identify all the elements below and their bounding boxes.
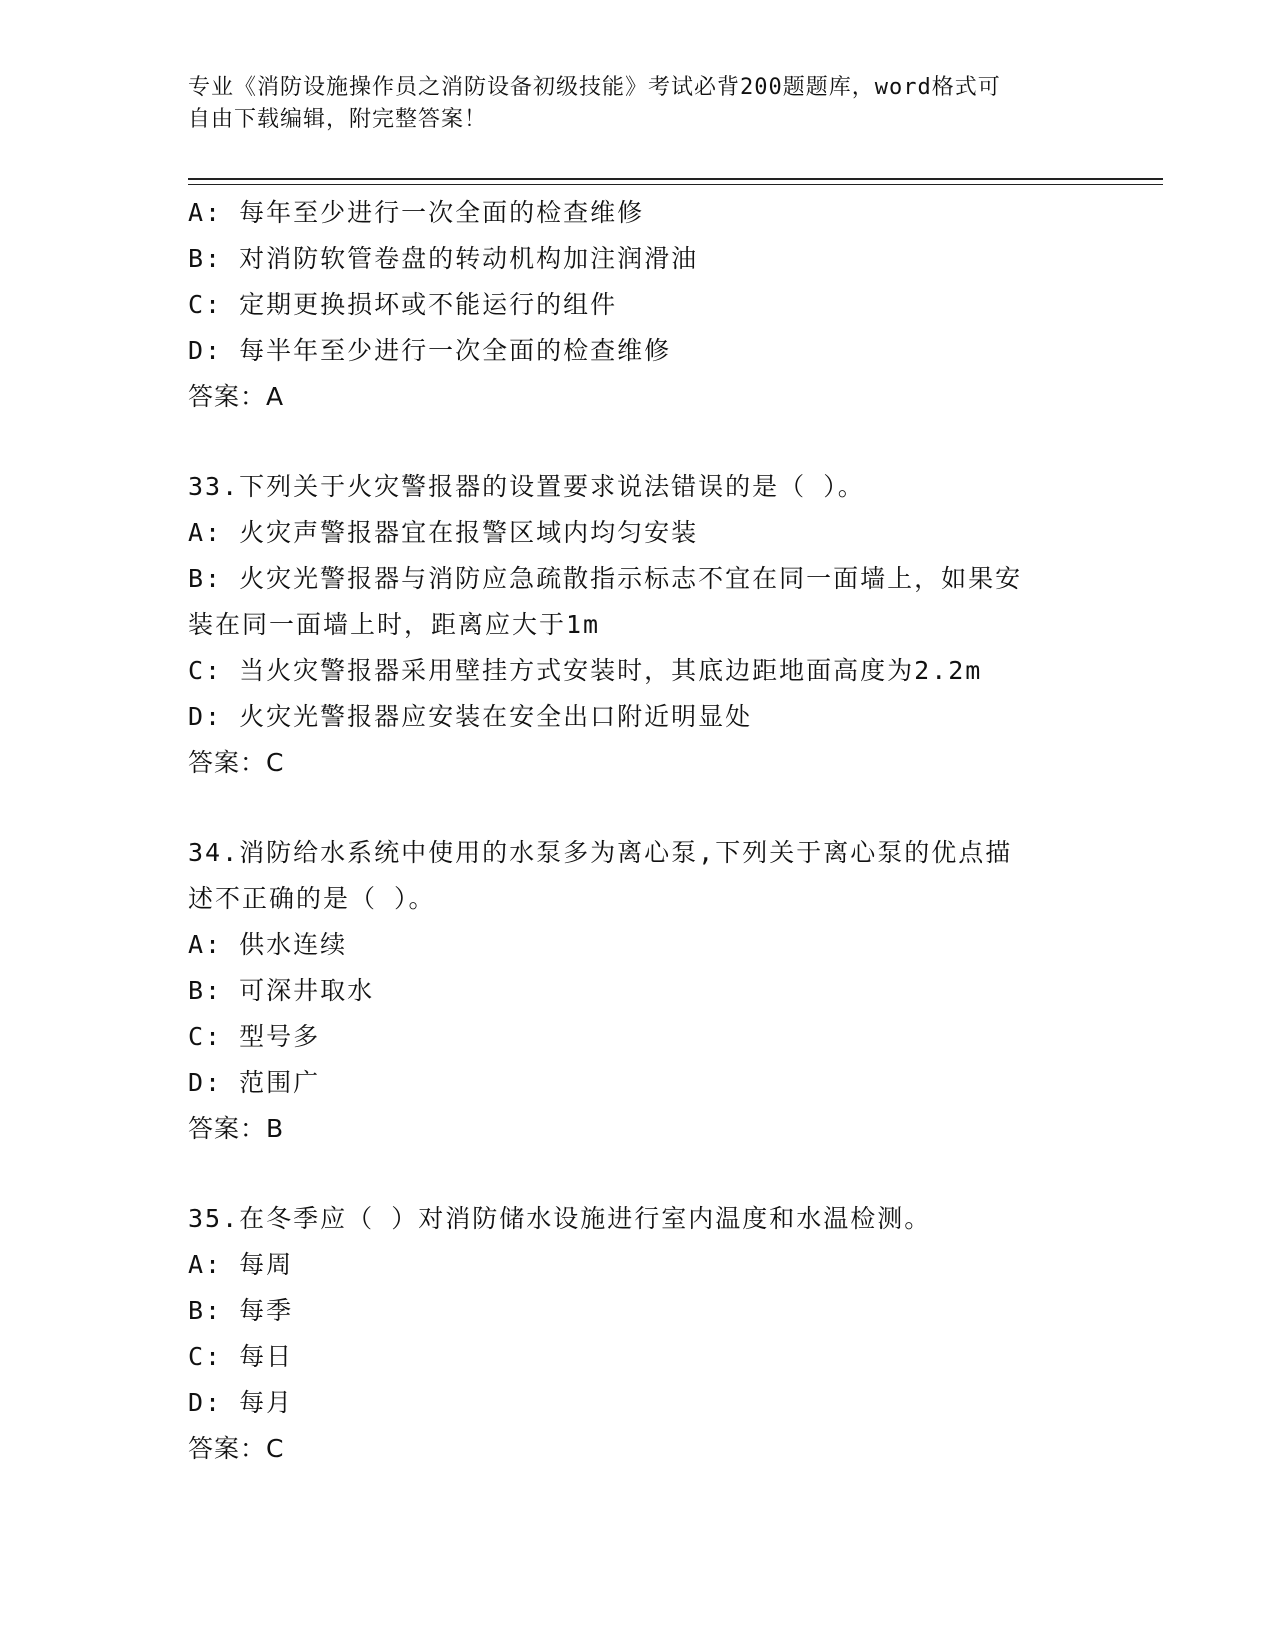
option-b-line-2: 装在同一面墙上时，距离应大于1m bbox=[188, 610, 601, 639]
answer: 答案：C bbox=[188, 1434, 285, 1463]
answer: 答案：B bbox=[188, 1114, 285, 1143]
question-list bbox=[188, 190, 1088, 1472]
option-a: A: 每年至少进行一次全面的检查维修 bbox=[188, 198, 645, 227]
option-a: A: 每周 bbox=[188, 1250, 294, 1279]
option-b-line-1: B: 火灾光警报器与消防应急疏散指示标志不宜在同一面墙上，如果安 bbox=[188, 564, 1023, 593]
question-stem-line-2: 述不正确的是（ ）。 bbox=[188, 884, 436, 913]
question-35 bbox=[188, 1196, 1088, 1472]
answer: 答案：C bbox=[188, 748, 285, 777]
header-divider-thick bbox=[188, 178, 1163, 180]
question-33 bbox=[188, 464, 1088, 786]
option-b: B: 每季 bbox=[188, 1296, 294, 1325]
option-a: A: 供水连续 bbox=[188, 930, 348, 959]
question-stem: 35.在冬季应（ ）对消防储水设施进行室内温度和水温检测。 bbox=[188, 1204, 932, 1233]
spacer bbox=[188, 786, 1088, 830]
option-d: D: 每半年至少进行一次全面的检查维修 bbox=[188, 336, 672, 365]
spacer bbox=[188, 420, 1088, 464]
question-34 bbox=[188, 830, 1088, 1152]
header-divider-thin bbox=[188, 184, 1163, 185]
option-d: D: 火灾光警报器应安装在安全出口附近明显处 bbox=[188, 702, 753, 731]
option-c: C: 每日 bbox=[188, 1342, 294, 1371]
spacer bbox=[188, 1152, 1088, 1196]
answer: 答案：A bbox=[188, 382, 285, 411]
header-line-2: 自由下载编辑，附完整答案！ bbox=[188, 107, 488, 132]
option-c: C: 型号多 bbox=[188, 1022, 321, 1051]
question-32 bbox=[188, 190, 1088, 420]
option-c: C: 当火灾警报器采用壁挂方式安装时，其底边距地面高度为2.2m bbox=[188, 656, 983, 685]
question-stem: 33.下列关于火灾警报器的设置要求说法错误的是（ ）。 bbox=[188, 472, 865, 501]
document-header bbox=[188, 72, 1088, 136]
option-b: B: 可深井取水 bbox=[188, 976, 375, 1005]
option-d: D: 范围广 bbox=[188, 1068, 321, 1097]
option-d: D: 每月 bbox=[188, 1388, 294, 1417]
option-a: A: 火灾声警报器宜在报警区域内均匀安装 bbox=[188, 518, 699, 547]
option-b: B: 对消防软管卷盘的转动机构加注润滑油 bbox=[188, 244, 699, 273]
question-stem-line-1: 34.消防给水系统中使用的水泵多为离心泵,下列关于离心泵的优点描 bbox=[188, 838, 1013, 867]
header-line-1: 专业《消防设施操作员之消防设备初级技能》考试必背200题题库，word格式可 bbox=[188, 75, 1001, 100]
option-c: C: 定期更换损坏或不能运行的组件 bbox=[188, 290, 618, 319]
